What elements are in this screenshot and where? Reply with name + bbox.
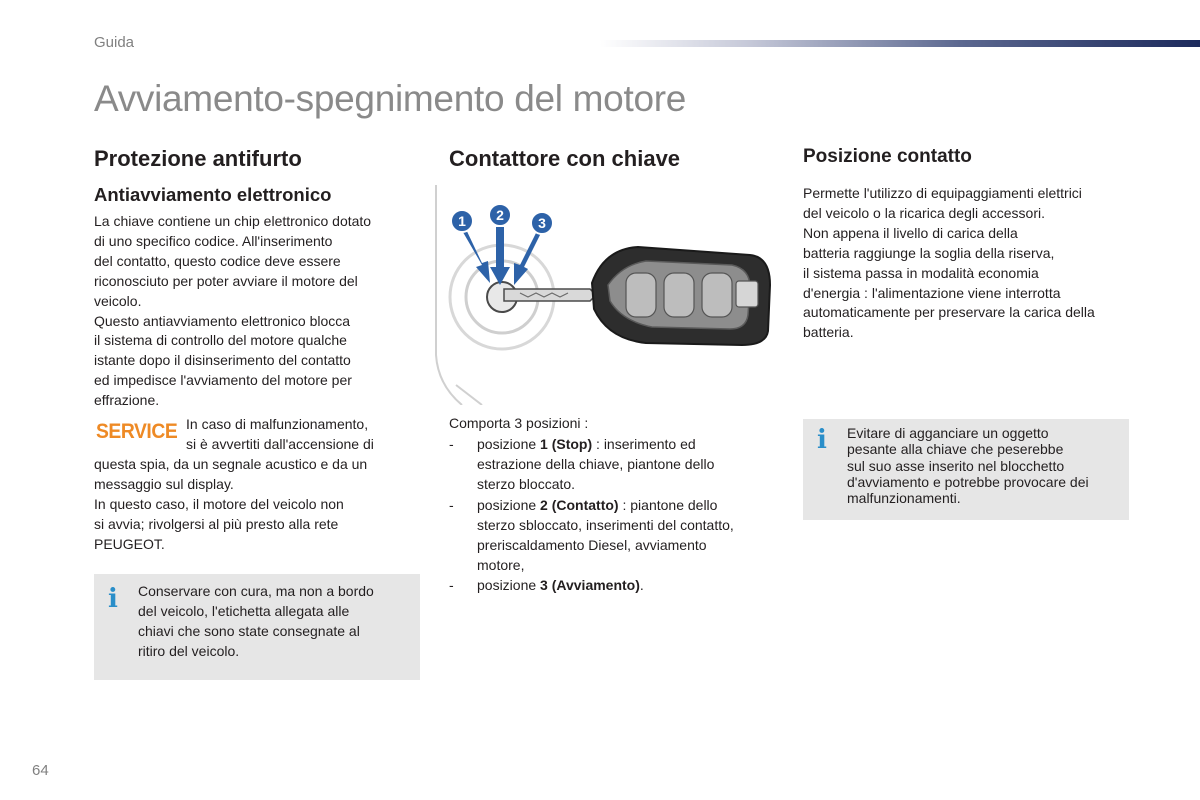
text-line: pesante alla chiave che peserebbe [847, 441, 1064, 458]
arrow-position-3 [514, 229, 542, 285]
position-2-label: 2 (Contatto) [540, 496, 619, 513]
service-text-full [94, 455, 410, 555]
info-icon: i [108, 584, 118, 614]
callout-3 [531, 212, 553, 234]
text-line: il sistema di controllo del motore qualche [94, 332, 347, 349]
text-line: In questo caso, il motore del veicolo non [94, 495, 344, 512]
key-release-button [736, 281, 758, 307]
text-line: Questo antiavviamento elettronico blocca [94, 312, 351, 329]
text-line: malfunzionamenti. [847, 490, 961, 507]
text-line: il sistema passa in modalità economia [803, 264, 1039, 281]
list-item-position-2: - posizione 2 (Contatto) : piantone dello sterzo sbloccato, inserimenti del contatto, preriscaldamento Diesel, avviamento motore, [449, 496, 734, 574]
text-line: del veicolo o la ricarica degli accessori. [803, 204, 1045, 221]
key-ignition-illustration [432, 185, 780, 405]
text-line: ed impedisce l'avviamento del motore per [94, 372, 352, 389]
callout-1 [451, 210, 473, 232]
text-line: di uno specifico codice. All'inserimento [94, 232, 333, 249]
page-title: Avviamento-spegnimento del motore [94, 78, 687, 119]
text-line: d'avviamento e potrebbe provocare dei [847, 473, 1089, 490]
text-line: ritiro del veicolo. [138, 643, 240, 659]
text-line: batteria. [803, 324, 854, 341]
page-number: 64 [32, 762, 49, 779]
arrow-position-2 [490, 227, 510, 285]
text-line: In caso di malfunzionamento, [186, 416, 369, 432]
list-dash: - [449, 496, 454, 513]
callout-2 [489, 204, 511, 226]
text-line: La chiave contiene un chip elettronico dotato [94, 213, 372, 229]
text-line: Conservare con cura, ma non a bordo [138, 583, 374, 599]
heading-posizione-contatto: Posizione contatto [803, 146, 972, 167]
list-item-position-1: - posizione 1 (Stop) : inserimento ed estrazione della chiave, piantone dello sterzo bloccato. [449, 436, 715, 493]
heading-contattore: Contattore con chiave [449, 146, 681, 171]
callout-2-label: 2 [496, 207, 504, 223]
callout-3-label: 3 [538, 215, 546, 231]
section-tag: Guida [94, 34, 135, 51]
callout-1-label: 1 [458, 213, 466, 229]
position-1-label: 1 (Stop) [540, 436, 593, 452]
info-box-text [138, 581, 408, 661]
unlock-button-icon [702, 273, 732, 317]
positions-intro: Comporta 3 posizioni : [449, 415, 589, 431]
lock-button-icon [626, 273, 656, 317]
text-line: d'energia : l'alimentazione viene interrotta [803, 284, 1061, 301]
positions-list [449, 434, 779, 596]
text-line: Permette l'utilizzo di equipaggiamenti elettrici [803, 185, 1082, 201]
antiavviamento-text [94, 212, 410, 411]
text-line: riconosciuto per poter avviare il motore del [94, 272, 358, 289]
info-icon: i [817, 425, 827, 455]
text-line: PEUGEOT. [94, 535, 165, 552]
info-box-etichetta [94, 574, 420, 680]
text-line: del veicolo, l'etichetta allegata alle [138, 603, 350, 619]
text-line: veicolo. [94, 292, 142, 309]
subheading-antiavviamento: Antiavviamento elettronico [94, 184, 332, 205]
text-line: questa spia, da un segnale acustico e da un [94, 456, 368, 472]
text-line: sul suo asse inserito nel blocchetto [847, 457, 1065, 474]
posizione-contatto-text [803, 184, 1133, 343]
trunk-button-icon [664, 273, 694, 317]
text-line: messaggio sul display. [94, 475, 234, 492]
heading-protezione-antifurto: Protezione antifurto [94, 146, 302, 171]
info-box-avvertenza [803, 419, 1129, 520]
text-line: Non appena il livello di carica della [803, 224, 1018, 241]
info-box-text [847, 425, 1123, 506]
position-3-label: 3 (Avviamento) [540, 577, 640, 594]
text-line: batteria raggiunge la soglia della riserva, [803, 244, 1055, 261]
text-line: automaticamente per preservare la carica della [803, 304, 1095, 321]
text-line: effrazione. [94, 392, 160, 409]
text-line: si è avvertiti dall'accensione di [186, 435, 374, 452]
header-gradient-bar [600, 40, 1200, 47]
service-warning-icon: SERVICE [96, 420, 178, 443]
text-line: si avvia; rivolgersi al più presto alla rete [94, 515, 339, 532]
list-dash: - [449, 577, 454, 594]
text-line: chiavi che sono state consegnate al [138, 623, 360, 639]
text-line: istante dopo il disinserimento del contatto [94, 352, 351, 369]
text-line: Evitare di agganciare un oggetto [847, 425, 1049, 441]
list-item-position-3: - posizione 3 (Avviamento). [449, 575, 779, 595]
text-line: del contatto, questo codice deve essere [94, 252, 341, 269]
service-text-short [186, 415, 416, 455]
key-blade [504, 289, 596, 301]
list-dash: - [449, 436, 454, 452]
